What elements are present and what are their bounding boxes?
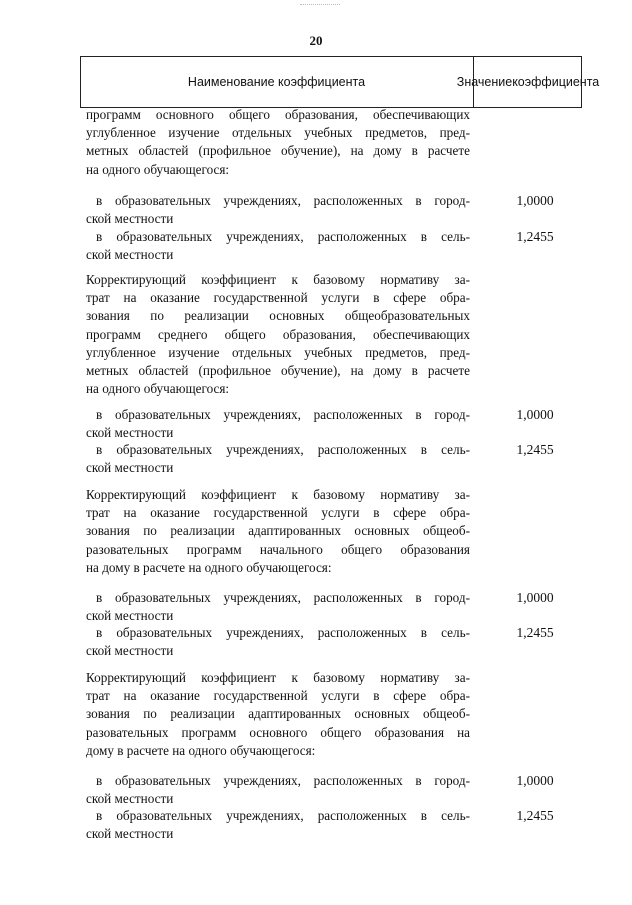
text-line: метных областей (профильное обучение), на дому в расчете: [86, 143, 470, 159]
intro-urban-value: 1,0000: [516, 193, 554, 208]
text-line: трат на оказание государственной услуги в сфере обра-: [86, 290, 470, 306]
text-line: на одного обучающегося:: [86, 161, 230, 177]
text-line: углубленное изучение отдельных учебных предметов, пред-: [86, 125, 470, 141]
block2-urban-value: 1,0000: [516, 407, 554, 422]
text-line: зования по реализации основных общеобразовательных: [86, 308, 470, 324]
text-line: в образовательных учреждениях, расположенных в город-: [96, 590, 470, 605]
text-line: углубленное изучение отдельных учебных предметов, пред-: [86, 344, 470, 360]
intro-rural-row: [86, 228, 470, 264]
text-line: ской местности: [86, 608, 174, 624]
text-line: ской местности: [86, 425, 174, 441]
text-line: ской местности: [86, 247, 174, 263]
text-line: ской местности: [86, 791, 174, 807]
text-line: программ среднего общего образования, обеспечивающих: [86, 326, 470, 342]
block4-rural-row: [86, 807, 470, 843]
intro-urban-row: [86, 192, 470, 228]
block3-urban-value: 1,0000: [516, 590, 554, 605]
header-value-column: [456, 57, 600, 107]
scan-artifact: [300, 0, 340, 5]
block3-urban-row: [86, 589, 470, 625]
text-line: в образовательных учреждениях, расположенных в город-: [96, 407, 470, 422]
text-line: ской местности: [86, 643, 174, 659]
text-line: трат на оказание государственной услуги в сфере обра-: [86, 688, 470, 704]
text-line: разовательных программ основного общего образования на: [86, 724, 470, 740]
block3-description: [86, 486, 470, 577]
text-line: дому в расчете на одного обучающегося:: [86, 742, 316, 758]
text-line: на дому в расчете на одного обучающегося:: [86, 559, 332, 575]
header-value-line2: коэффициента: [512, 75, 600, 89]
block2-description: [86, 271, 470, 398]
text-line: ской местности: [86, 211, 174, 227]
text-line: метных областей (профильное обучение), на дому в расчете: [86, 363, 470, 379]
block4-urban-value: 1,0000: [516, 773, 554, 788]
text-line: в образовательных учреждениях, расположенных в город-: [96, 193, 470, 208]
text-line: Корректирующий коэффициент к базовому нормативу за-: [86, 670, 470, 685]
text-line: в образовательных учреждениях, расположенных в сель-: [96, 442, 470, 457]
intro-rural-value: 1,2455: [516, 229, 554, 244]
table-header: [80, 56, 600, 108]
block3-rural-value: 1,2455: [516, 625, 554, 640]
text-line: зования по реализации адаптированных основных общеоб-: [86, 706, 470, 722]
text-line: разовательных программ начального общего образования: [86, 541, 470, 557]
text-line: Корректирующий коэффициент к базовому нормативу за-: [86, 272, 470, 287]
text-line: программ основного общего образования, обеспечивающих: [86, 107, 470, 122]
block2-rural-value: 1,2455: [516, 442, 554, 457]
text-line: в образовательных учреждениях, расположенных в сель-: [96, 808, 470, 823]
text-line: Корректирующий коэффициент к базовому нормативу за-: [86, 487, 470, 502]
text-line: трат на оказание государственной услуги в сфере обра-: [86, 505, 470, 521]
text-line: в образовательных учреждениях, расположенных в город-: [96, 773, 470, 788]
intro-description: [86, 106, 470, 179]
header-value-line1: Значение: [456, 75, 513, 89]
block2-rural-row: [86, 441, 470, 477]
text-line: в образовательных учреждениях, расположенных в сель-: [96, 625, 470, 640]
header-name-column: Наименование коэффициента: [187, 75, 366, 89]
block4-rural-value: 1,2455: [516, 808, 554, 823]
block4-description: [86, 669, 470, 760]
text-line: ской местности: [86, 826, 174, 842]
block2-urban-row: [86, 406, 470, 442]
text-line: ской местности: [86, 460, 174, 476]
block4-urban-row: [86, 772, 470, 808]
page-number: 20: [309, 33, 323, 48]
block3-rural-row: [86, 624, 470, 660]
text-line: зования по реализации адаптированных основных общеоб-: [86, 523, 470, 539]
text-line: на одного обучающегося:: [86, 381, 230, 397]
text-line: в образовательных учреждениях, расположенных в сель-: [96, 229, 470, 244]
